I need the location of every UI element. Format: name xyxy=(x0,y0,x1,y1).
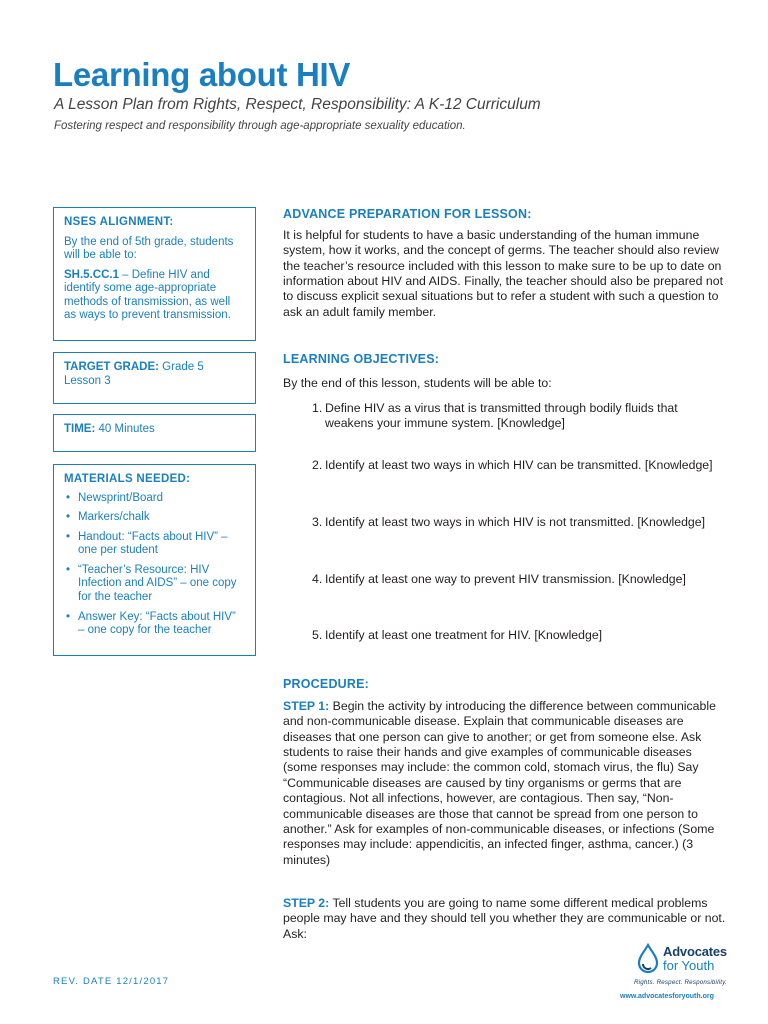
nses-text: – Define HIV and identify some age-appropriate methods of transmission, as well as ways to prevent transmission. xyxy=(64,268,231,322)
objective-text: Identify at least two ways in which HIV is not transmitted. [Knowledge] xyxy=(325,515,706,529)
materials-box xyxy=(53,464,256,656)
procedure-heading: PROCEDURE: xyxy=(283,677,370,691)
revision-date: REV. DATE 12/1/2017 xyxy=(53,976,170,987)
list-item: • Newsprint/Board xyxy=(64,492,245,506)
logo-name-line-2: for Youth xyxy=(663,958,715,973)
objective-item xyxy=(312,401,722,432)
logo-name-line-1: Advocates xyxy=(663,944,727,959)
step-1-text: Begin the activity by introducing the difference between communicable and non-communicable disease. Explain that communicable diseases are diseases that one person can give to another; or get from someone else. Ask students to raise their hands and give examples of communicable diseases (some responses may include: the common cold, stomach virus, the flu) Say “Communicable diseases are caused by tiny organisms or germs that are contagious. Not all infections, however, are contagious. Then say, “Non-communicable diseases are those that cannot be spread from one person to another.” Ask for examples of non-communicable diseases, or infections (Some responses may include: appendicitis, an infected finger, asthma, cancer.) (3 minutes) xyxy=(283,699,716,867)
grade-value: Grade 5 xyxy=(158,361,204,373)
materials-list xyxy=(64,492,245,638)
objective-item xyxy=(312,628,722,643)
step-2-text: Tell students you are going to name some different medical problems people may have and they should tell you whether they are communicable or not. Ask: xyxy=(283,896,726,941)
time-box xyxy=(53,414,256,452)
logo-tagline: Rights. Respect. Responsibility. xyxy=(634,979,727,986)
advance-prep-heading: ADVANCE PREPARATION FOR LESSON: xyxy=(283,207,532,221)
step-1-label: STEP 1: xyxy=(283,699,330,713)
objective-text: Identify at least two ways in which HIV can be transmitted. [Knowledge] xyxy=(325,458,713,472)
nses-intro: By the end of 5th grade, students will be able to: xyxy=(64,235,234,262)
nses-heading: NSES ALIGNMENT: xyxy=(64,216,174,228)
target-grade-box xyxy=(53,352,256,404)
objectives-intro: By the end of this lesson, students will be able to: xyxy=(283,376,552,390)
nses-alignment-box xyxy=(53,207,256,341)
advance-prep-text: It is helpful for students to have a basic understanding of the human immune system, how it works, and the concept of germs. The teacher should also review the teacher’s resource included with this lesson to make sure to be up to date on information about HIV and AIDS. Finally, the teacher should also be prepared not to discuss explicit sexual situations but to refer a student with such a question to ask an adult family member. xyxy=(283,228,723,319)
objective-text: Identify at least one way to prevent HIV transmission. [Knowledge] xyxy=(325,572,686,586)
grade-label: TARGET GRADE: xyxy=(64,361,159,373)
list-item: • Answer Key: “Facts about HIV” – one copy for the teacher xyxy=(64,611,245,638)
objective-item xyxy=(312,458,722,473)
list-item: • Handout: “Facts about HIV” – one per student xyxy=(64,531,245,558)
list-item: • “Teacher’s Resource: HIV Infection and AIDS” – one copy for the teacher xyxy=(64,564,245,605)
procedure-step-2 xyxy=(283,896,728,942)
list-item: • Markers/chalk xyxy=(64,511,245,525)
objective-item xyxy=(312,572,722,587)
step-2-label: STEP 2: xyxy=(283,896,330,910)
objective-number: 5. xyxy=(312,628,323,642)
procedure-step-1 xyxy=(283,699,728,868)
objective-number: 3. xyxy=(312,515,323,529)
materials-heading: MATERIALS NEEDED: xyxy=(64,473,191,485)
objectives-heading: LEARNING OBJECTIVES: xyxy=(283,352,440,366)
objective-number: 1. xyxy=(312,401,323,415)
lesson-number: Lesson 3 xyxy=(64,374,111,387)
website-link[interactable]: www.advocatesforyouth.org xyxy=(620,993,714,1000)
objective-text: Identify at least one treatment for HIV. [Knowledge] xyxy=(325,628,603,642)
nses-code: SH.5.CC.1 xyxy=(64,268,119,281)
water-drop-icon xyxy=(634,943,662,975)
objective-text: Define HIV as a virus that is transmitted through bodily fluids that weakens your immune system. [Knowledge] xyxy=(325,401,678,431)
page-subtitle: A Lesson Plan from Rights, Respect, Responsibility: A K-12 Curriculum xyxy=(54,96,541,113)
grade-line xyxy=(64,361,245,375)
objective-number: 2. xyxy=(312,458,323,472)
objective-number: 4. xyxy=(312,572,323,586)
nses-standard xyxy=(64,269,245,323)
page-title: Learning about HIV xyxy=(53,56,351,93)
page-tagline: Fostering respect and responsibility through age-appropriate sexuality education. xyxy=(54,120,466,132)
time-label: TIME: xyxy=(64,423,96,435)
time-value: 40 Minutes xyxy=(95,423,155,435)
objective-item xyxy=(312,515,722,530)
